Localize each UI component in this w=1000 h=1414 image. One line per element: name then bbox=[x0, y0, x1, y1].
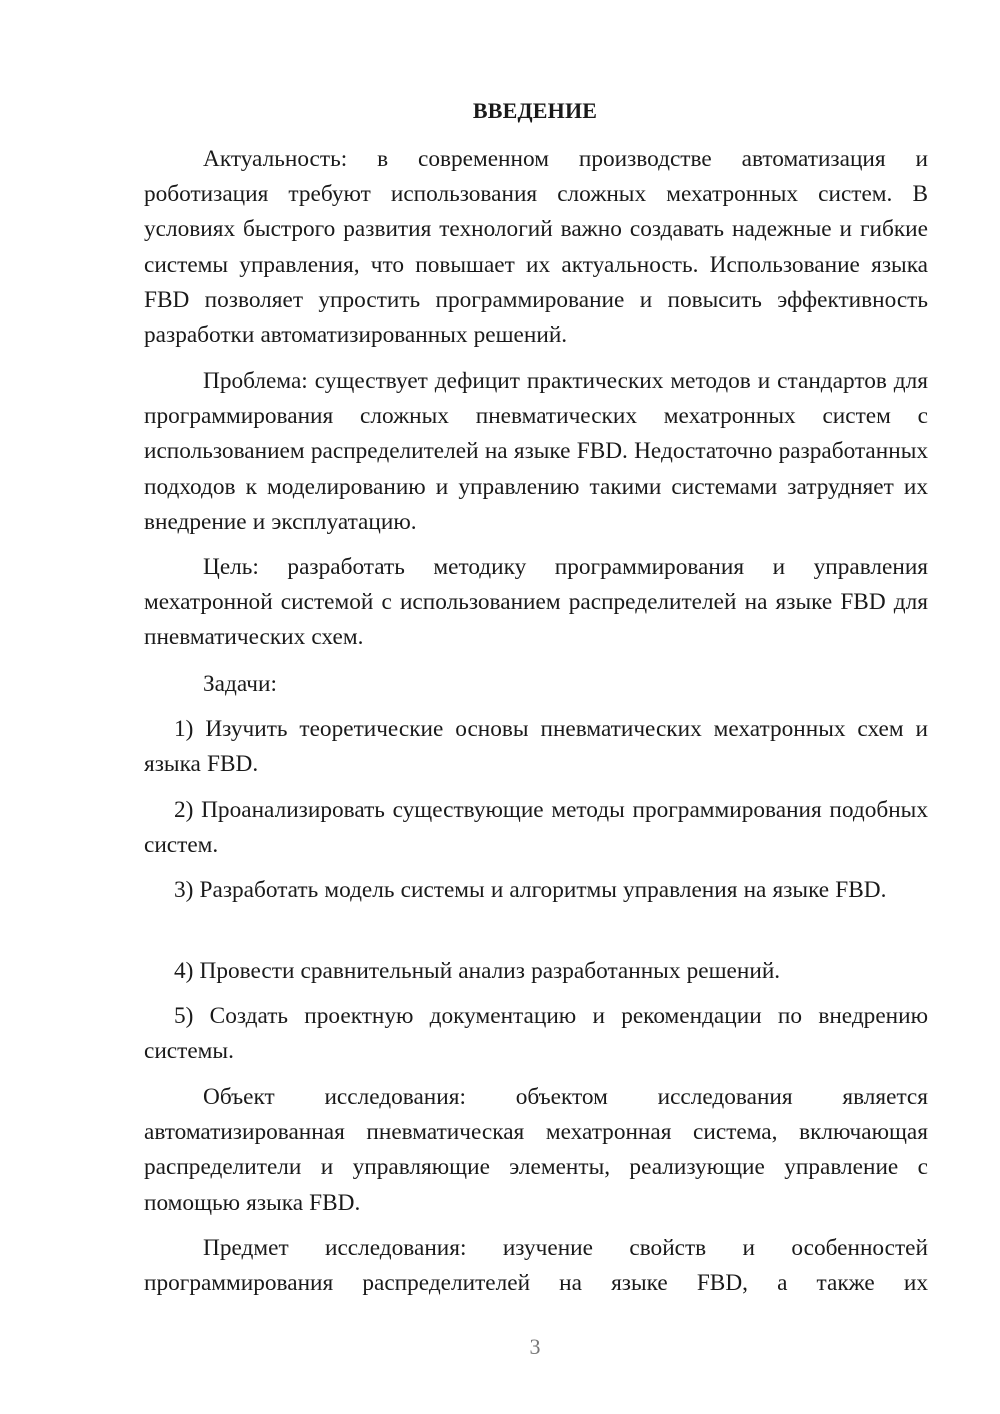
task-item-1: 1) Изучить теоретические основы пневматических мехатронных схем и языка FBD. bbox=[144, 716, 928, 778]
paragraph-goal: Цель: разработать методику программирования и управления мехатронной системой с использованием распределителей на языке FBD для пневматических схем. bbox=[144, 554, 928, 651]
paragraph-object: Объект исследования: объектом исследования является автоматизированная пневматическая мехатронная система, включающая распределители и управляющие элементы, реализующие управление с помощью языка FBD. bbox=[144, 1084, 928, 1216]
page-number: 3 bbox=[529, 1334, 541, 1359]
paragraph-subject: Предмет исследования: изучение свойств и особенностей программирования распределителей на языке FBD, а также их bbox=[144, 1235, 928, 1297]
paragraph-problem: Проблема: существует дефицит практических методов и стандартов для программирования сложных пневматических мехатронных систем с использованием распределителей на языке FBD. Недостаточно разработанных подходов к моделированию и управлению такими системами затрудняет их внедрение и эксплуатацию. bbox=[144, 368, 928, 535]
task-item-5: 5) Создать проектную документацию и рекомендации по внедрению системы. bbox=[144, 1003, 928, 1065]
section-heading: ВВЕДЕНИЕ bbox=[472, 98, 598, 123]
task-item-2: 2) Проанализировать существующие методы программирования подобных систем. bbox=[144, 797, 928, 859]
tasks-label: Задачи: bbox=[203, 671, 277, 697]
paragraph-relevance: Актуальность: в современном производстве автоматизация и роботизация требуют использования сложных мехатронных систем. В условиях быстрого развития технологий важно создавать надежные и гибкие системы управления, что повышает их актуальность. Использование языка FBD позволяет упростить программирование и повысить эффективность разработки автоматизированных решений. bbox=[144, 146, 928, 349]
task-item-3: 3) Разработать модель системы и алгоритмы управления на языке FBD. bbox=[174, 877, 887, 903]
task-item-4: 4) Провести сравнительный анализ разработанных решений. bbox=[174, 958, 781, 984]
